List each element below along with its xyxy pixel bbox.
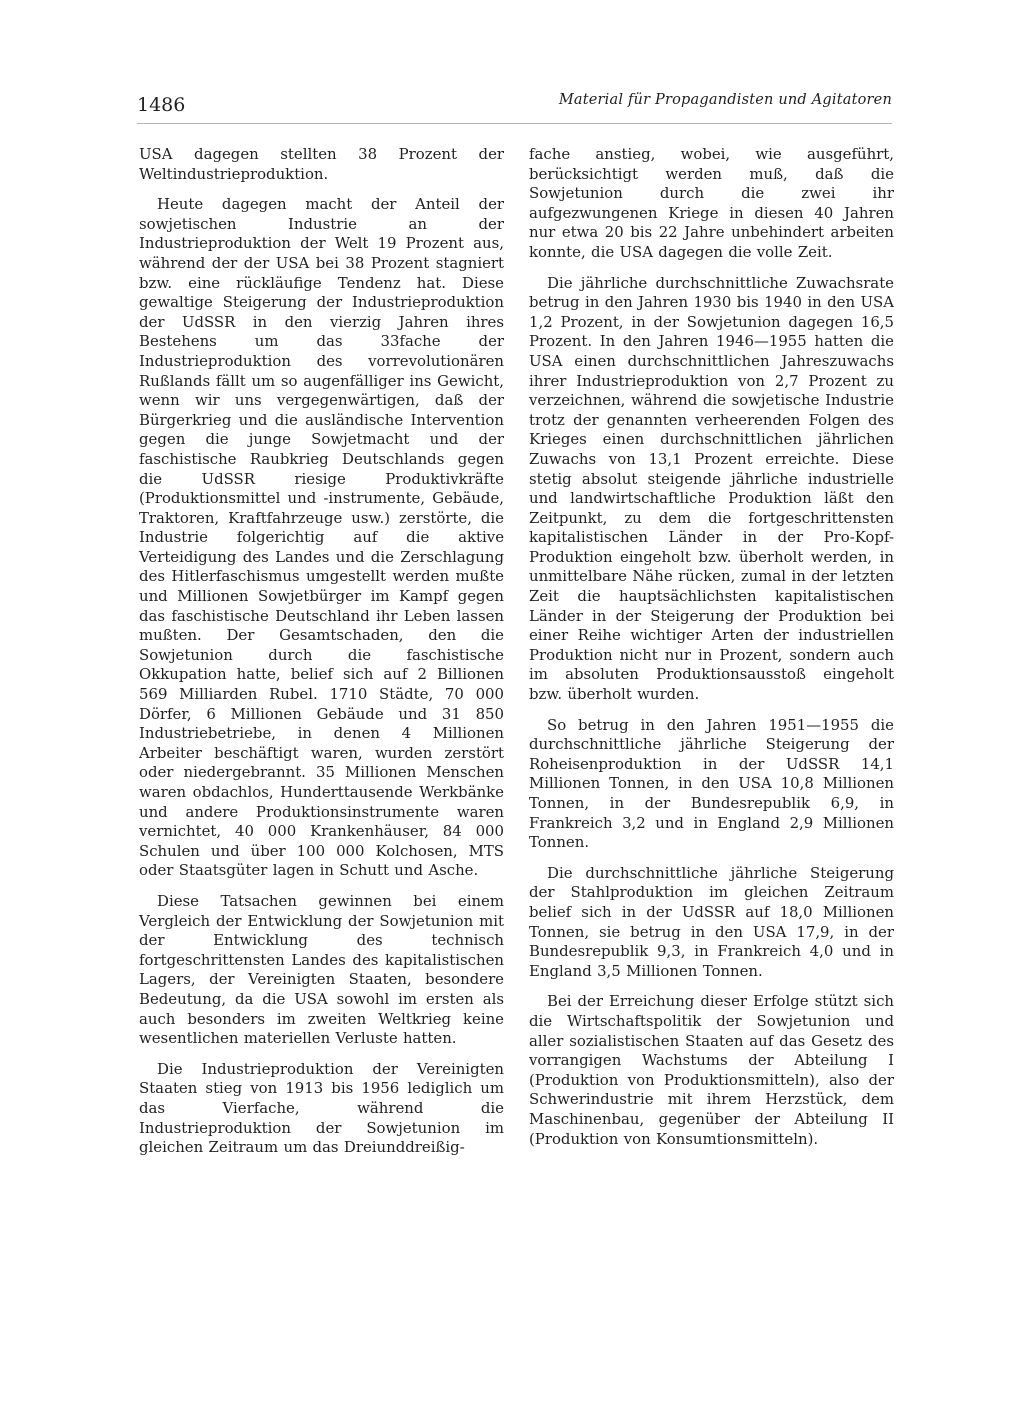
page-number: 1486 (137, 94, 186, 116)
header-divider (137, 123, 892, 124)
paragraph: Die durchschnittliche jährliche Steigerung der Stahlproduktion im gleichen Zeitraum belief sich in der UdSSR auf 18,0 Millionen Tonnen, sie betrug in den USA 17,9, in der Bundesrepublik 9,3, in Frankreich 4,0 und in England 3,5 Millionen Tonnen. (529, 863, 894, 980)
right-column (529, 145, 894, 1160)
paragraph: Heute dagegen macht der Anteil der sowjetischen Industrie an der Industrieproduktion der Welt 19 Prozent aus, während der der USA bei 38 Prozent stagniert bzw. eine rückläufige Tendenz hat. Diese gewaltige Steigerung der Industrieproduktion der UdSSR in den vierzig Jahren ihres Bestehens um das 33fache der Industrieproduktion des vorrevolutionären Rußlands fällt um so augenfälliger ins Gewicht, wenn wir uns vergegenwärtigen, daß der Bürgerkrieg und die ausländische Intervention gegen die junge Sowjetmacht und der faschistische Raubkrieg Deutschlands gegen die UdSSR riesige Produktivkräfte (Produktionsmittel und -instrumente, Gebäude, Traktoren, Kraftfahrzeuge usw.) zerstörte, die Industrie folgerichtig auf die aktive Verteidigung des Landes und die Zerschlagung des Hitlerfaschismus umgestellt werden mußte und Millionen Sowjetbürger im Kampf gegen das faschistische Deutschland ihr Leben lassen mußten. Der Gesamtschaden, den die Sowjetunion durch die faschistische Okkupation hatte, belief sich auf 2 Billionen 569 Milliarden Rubel. 1710 Städte, 70 000 Dörfer, 6 Millionen Gebäude und 31 850 Industriebetriebe, in denen 4 Millionen Arbeiter beschäftigt waren, wurden zerstört oder niedergebrannt. 35 Millionen Menschen waren obdachlos, Hunderttausende Werkbänke und andere Produktionsinstrumente waren vernichtet, 40 000 Krankenhäuser, 84 000 Schulen und über 100 000 Kolchosen, MTS oder Staatsgüter lagen in Schutt und Asche. (139, 195, 504, 880)
left-column (139, 145, 504, 1169)
paragraph: USA dagegen stellten 38 Prozent der Weltindustrieproduktion. (139, 145, 504, 183)
running-title: Material für Propagandisten und Agitatoren (558, 92, 892, 108)
paragraph: Die jährliche durchschnittliche Zuwachsrate betrug in den Jahren 1930 bis 1940 in den USA 1,2 Prozent, in der Sowjetunion dagegen 16,5 Prozent. In den Jahren 1946—1955 hatten die USA einen durchschnittlichen Jahreszuwachs ihrer Industrieproduktion von 2,7 Prozent zu verzeichnen, während die sowjetische Industrie trotz der genannten verheerenden Folgen des Krieges einen durchschnittlichen jährlichen Zuwachs von 13,1 Prozent erreichte. Diese stetig absolut steigende jährliche industrielle und landwirtschaftliche Produktion läßt den Zeitpunkt, zu dem die fortgeschrittensten kapitalistischen Länder in der Pro-Kopf-Produktion eingeholt bzw. überholt werden, in unmittelbare Nähe rücken, zumal in der letzten Zeit die hauptsächlichsten kapitalistischen Länder in der Steigerung der Produktion bei einer Reihe wichtiger Arten der industriellen Produktion nicht nur in Prozent, sondern auch im absoluten Produktionsausstoß eingeholt bzw. überholt wurden. (529, 273, 894, 704)
paragraph: Die Industrieproduktion der Vereinigten Staaten stieg von 1913 bis 1956 lediglich um das Vierfache, während die Industrieproduktion der Sowjetunion im gleichen Zeitraum um das Dreiunddreißig- (139, 1059, 504, 1157)
paragraph: Diese Tatsachen gewinnen bei einem Vergleich der Entwicklung der Sowjetunion mit der Entwicklung des technisch fortgeschrittensten Landes des kapitalistischen Lagers, der Vereinigten Staaten, besondere Bedeutung, da die USA sowohl im ersten als auch besonders im zweiten Weltkrieg keine wesentlichen materiellen Verluste hatten. (139, 891, 504, 1048)
paragraph: fache anstieg, wobei, wie ausgeführt, berücksichtigt werden muß, daß die Sowjetunion durch die zwei ihr aufgezwungenen Kriege in diesen 40 Jahren nur etwa 20 bis 22 Jahre unbehindert arbeiten konnte, die USA dagegen die volle Zeit. (529, 145, 894, 261)
paragraph: Bei der Erreichung dieser Erfolge stützt sich die Wirtschaftspolitik der Sowjetunion und aller sozialistischen Staaten auf das Gesetz des vorrangigen Wachstums der Abteilung I (Produktion von Produktionsmitteln), also der Schwerindustrie mit ihrem Herzstück, dem Maschinenbau, gegenüber der Abteilung II (Produktion von Konsumtionsmitteln). (529, 992, 894, 1148)
paragraph: So betrug in den Jahren 1951—1955 die durchschnittliche jährliche Steigerung der Roheisenproduktion in der UdSSR 14,1 Millionen Tonnen, in den USA 10,8 Millionen Tonnen, in der Bundesrepublik 6,9, in Frankreich 3,2 und in England 2,9 Millionen Tonnen. (529, 715, 894, 852)
